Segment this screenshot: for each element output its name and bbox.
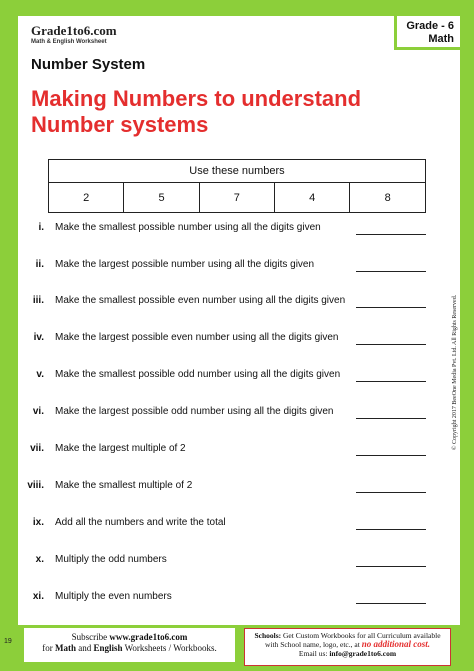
page-frame-top: [0, 0, 474, 16]
number-cell: 5: [124, 183, 199, 213]
subscribe-text: for: [42, 643, 55, 653]
answer-line[interactable]: [356, 418, 426, 419]
question-number: iii.: [32, 295, 44, 306]
question-row: [0, 259, 474, 275]
question-number: xi.: [32, 591, 44, 602]
question-row: [0, 222, 474, 238]
answer-line[interactable]: [356, 529, 426, 530]
question-row: [0, 369, 474, 385]
subscribe-text: and: [76, 643, 94, 653]
question-text: Make the largest possible even number using all the digits given: [55, 332, 339, 343]
schools-line-2: [245, 640, 450, 649]
logo-subtitle: Math & English Worksheet: [31, 39, 107, 45]
numbers-table-header: Use these numbers: [49, 160, 426, 183]
number-cell: 8: [350, 183, 426, 213]
question-number: iv.: [33, 332, 44, 343]
subscribe-english: English: [93, 643, 123, 653]
question-text: Make the largest multiple of 2: [55, 443, 186, 454]
question-row: [0, 406, 474, 422]
answer-line[interactable]: [356, 492, 426, 493]
answer-line[interactable]: [356, 381, 426, 382]
site-logo: [31, 24, 117, 46]
subscribe-line-2: [24, 643, 235, 654]
number-cell: 4: [275, 183, 350, 213]
question-row: [0, 443, 474, 459]
question-text: Make the smallest possible odd number using all the digits given: [55, 369, 341, 380]
copyright-text: © Copyright 2017 BeeOne Media Pvt. Ltd. All Rights Reserved.: [452, 294, 458, 450]
answer-line[interactable]: [356, 307, 426, 308]
numbers-table: [48, 159, 426, 213]
question-text: Make the smallest possible even number using all the digits given: [55, 295, 346, 306]
question-text: Multiply the even numbers: [55, 591, 172, 602]
grade-label: Grade - 6: [406, 20, 454, 32]
subscribe-text: Worksheets / Workbooks.: [122, 643, 217, 653]
question-text: Make the largest possible number using all the digits given: [55, 259, 315, 270]
page-number: 19: [4, 638, 12, 645]
title-line-2: Number systems: [31, 112, 209, 137]
question-number: ii.: [35, 259, 44, 270]
answer-line[interactable]: [356, 603, 426, 604]
question-text: Make the smallest multiple of 2: [55, 480, 193, 491]
question-number: x.: [35, 554, 44, 565]
question-text: Make the largest possible odd number using all the digits given: [55, 406, 334, 417]
subscribe-banner: [24, 628, 235, 662]
schools-label: Schools:: [254, 631, 282, 640]
schools-email-link[interactable]: info@grade1to6.com: [329, 649, 397, 658]
answer-line[interactable]: [356, 455, 426, 456]
title-line-1: Making Numbers to understand: [31, 86, 362, 111]
answer-line[interactable]: [356, 271, 426, 272]
schools-highlight: no additional cost.: [361, 639, 430, 649]
schools-line-3: [245, 649, 450, 658]
question-row: [0, 480, 474, 496]
schools-text: with School name, logo, etc., at: [265, 640, 362, 649]
question-row: [0, 517, 474, 533]
answer-line[interactable]: [356, 234, 426, 235]
number-cell: 2: [49, 183, 124, 213]
question-number: vii.: [30, 443, 44, 454]
question-text: Multiply the odd numbers: [55, 554, 167, 565]
question-number: vi.: [32, 406, 44, 417]
subscribe-text: Subscribe: [71, 632, 110, 642]
subject-label: Math: [428, 33, 454, 45]
schools-text: Email us:: [298, 649, 330, 658]
section-title: Number System: [31, 56, 146, 73]
grade-badge: [394, 16, 460, 50]
subscribe-line-1: [24, 632, 235, 643]
number-cell: 7: [199, 183, 274, 213]
answer-line[interactable]: [356, 566, 426, 567]
question-row: [0, 295, 474, 311]
schools-banner: [244, 628, 451, 666]
subscribe-link[interactable]: www.grade1to6.com: [109, 632, 188, 642]
answer-line[interactable]: [356, 344, 426, 345]
question-row: [0, 332, 474, 348]
question-number: viii.: [27, 480, 44, 491]
worksheet-title: [31, 86, 451, 138]
question-text: Add all the numbers and write the total: [55, 517, 226, 528]
logo-title: Grade1to6.com: [31, 23, 117, 38]
subscribe-math: Math: [55, 643, 76, 653]
question-row: [0, 554, 474, 570]
question-number: v.: [36, 369, 44, 380]
question-number: i.: [38, 222, 44, 233]
schools-text: Get Custom Workbooks for all Curriculum available: [281, 631, 441, 640]
question-number: ix.: [32, 517, 44, 528]
question-text: Make the smallest possible number using all the digits given: [55, 222, 321, 233]
question-row: [0, 591, 474, 607]
